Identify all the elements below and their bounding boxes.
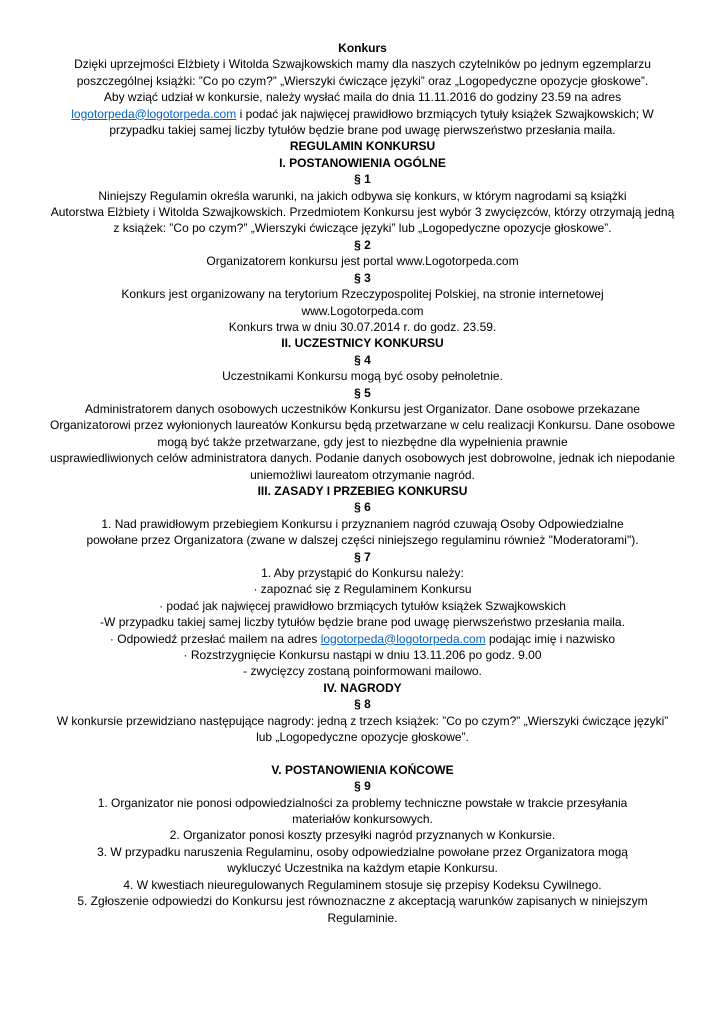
intro-line [30, 106, 695, 122]
paragraph-line: Administratorem danych osobowych uczestników Konkursu jest Organizator. Dane osobowe przekazane [85, 401, 640, 416]
paragraph-line: Uczestnikami Konkursu mogą być osoby pełnoletnie. [222, 369, 503, 384]
paragraph-line: Organizatorem konkursu jest portal www.Logotorpeda.com [206, 254, 519, 269]
intro-line: Aby wziąć udział w konkursie, należy wysłać maila do dnia 11.11.2016 do godziny 23.59 na adres [103, 90, 622, 105]
paragraph-line: · zapoznać się z Regulaminem Konkursu [253, 582, 472, 597]
paragraph-line: usprawiedliwionych celów administratora danych. Podanie danych osobowych jest dobrowolne, jednak ich niepodanie [49, 451, 676, 466]
intro-line-text: i podać jak najwięcej prawidłowo brzmiących tytuły książek Szwajkowskich; W [236, 106, 654, 121]
paragraph-line: 4. W kwestiach nieuregulowanych Regulaminem stosuje się przepisy Kodeksu Cywilnego. [123, 877, 602, 892]
paragraph-number: § 3 [354, 270, 371, 285]
paragraph-line: Regulaminie. [327, 910, 398, 925]
paragraph-number: § 4 [354, 352, 371, 367]
blank-line [30, 745, 695, 761]
paragraph-number: § 2 [354, 237, 371, 252]
regulamin-title: REGULAMIN KONKURSU [289, 139, 436, 154]
paragraph-number: § 5 [354, 385, 371, 400]
paragraph-number: § 7 [354, 549, 371, 564]
paragraph-line: mogą być także przetwarzane, gdy jest to niezbędne dla wypełnienia prawnie [157, 434, 568, 449]
paragraph-line: uniemożliwi laureatom otrzymanie nagród. [250, 467, 475, 482]
intro-line: Dzięki uprzejmości Elżbiety i Witolda Szwajkowskich mamy dla naszych czytelników po jednym egzemplarzu [74, 57, 651, 72]
paragraph-line-text: · Odpowiedź przesłać mailem na adres [109, 631, 321, 646]
paragraph-number: § 9 [354, 779, 371, 794]
paragraph-line: Organizatorowi przez wyłonionych laureatów Konkursu będą przetwarzane w celu realizacji Konkursu. Dane osobowe [50, 418, 675, 433]
paragraph-line: Konkurs trwa w dniu 30.07.2014 r. do godz. 23.59. [228, 319, 497, 334]
paragraph-line: 2. Organizator ponosi koszty przesyłki nagród przyznanych w Konkursie. [169, 828, 556, 843]
section-heading: II. UCZESTNICY KONKURSU [281, 336, 444, 351]
email-link[interactable]: logotorpeda@logotorpeda.com [320, 631, 486, 646]
paragraph-line: -W przypadku takiej samej liczby tytułów będzie brane pod uwagę pierwszeństwo przesłania maila. [100, 615, 625, 630]
paragraph-line: W konkursie przewidziano następujące nagrody: jedną z trzech książek: ”Co po czym?” „Wierszyki ćwiczące języki” [56, 713, 669, 728]
paragraph-line: · Rozstrzygnięcie Konkursu nastąpi w dniu 13.11.206 po godz. 9.00 [183, 648, 542, 663]
intro-line: przypadku takiej samej liczby tytułów będzie brane pod uwagę pierwszeństwo przesłania maila. [109, 123, 616, 138]
paragraph-line: Konkurs jest organizowany na terytorium Rzeczypospolitej Polskiej, na stronie internetowej [121, 287, 604, 302]
document-title: Konkurs [338, 41, 387, 55]
paragraph-line-text: podając imię i nazwisko [485, 631, 616, 646]
paragraph-line: powołane przez Organizatora (zwane w dalszej części niniejszego regulaminu również "Moderatorami"). [86, 533, 639, 548]
paragraph-line: lub „Logopedyczne opozycje głoskowe”. [256, 730, 469, 745]
paragraph-line: wykluczyć Uczestnika na każdym etapie Konkursu. [227, 861, 498, 876]
paragraph-line: 1. Nad prawidłowym przebiegiem Konkursu i przyznaniem nagród czuwają Osoby Odpowiedzialne [101, 516, 624, 531]
paragraph-line: 1. Organizator nie ponosi odpowiedzialności za problemy techniczne powstałe w trakcie przesyłania [97, 795, 628, 810]
paragraph-line: 1. Aby przystąpić do Konkursu należy: [261, 566, 464, 580]
paragraph-line: - zwycięzcy zostaną poinformowani mailowo. [243, 664, 482, 679]
paragraph-number: § 1 [354, 172, 371, 187]
paragraph-line: materiałów konkursowych. [292, 812, 433, 827]
paragraph-line: Niniejszy Regulamin określa warunki, na jakich odbywa się konkurs, w którym nagrodami są książki [98, 188, 627, 203]
paragraph-line [30, 631, 695, 647]
section-heading: IV. NAGRODY [323, 680, 402, 695]
paragraph-line: z książek: ”Co po czym?” „Wierszyki ćwiczące języki” lub „Logopedyczne opozycje głoskowe”. [113, 221, 612, 236]
section-heading: I. POSTANOWIENIA OGÓLNE [279, 155, 446, 170]
paragraph-line: · podać jak najwięcej prawidłowo brzmiących tytułów książek Szwajkowskich [159, 598, 566, 613]
paragraph-line: 3. W przypadku naruszenia Regulaminu, osoby odpowiedzialne powołane przez Organizatora mogą [97, 844, 628, 859]
paragraph-number: § 8 [354, 697, 371, 712]
section-heading: V. POSTANOWIENIA KOŃCOWE [271, 762, 454, 777]
intro-line: poszczególnej książki: ”Co po czym?” „Wierszyki ćwiczące języki” oraz „Logopedyczne opozycje głoskowe”. [76, 73, 649, 88]
paragraph-line: Autorstwa Elżbiety i Witolda Szwajkowskich. Przedmiotem Konkursu jest wybór 3 zwycięzców, którzy otrzymają jedną [50, 205, 675, 220]
paragraph-line: www.Logotorpeda.com [301, 303, 424, 318]
paragraph-number: § 6 [354, 500, 371, 515]
email-link[interactable]: logotorpeda@logotorpeda.com [71, 106, 237, 121]
section-heading: III. ZASADY I PRZEBIEG KONKURSU [257, 483, 468, 498]
paragraph-line: 5. Zgłoszenie odpowiedzi do Konkursu jest równoznaczne z akceptacją warunków zapisanych w niniejszym [77, 894, 648, 909]
